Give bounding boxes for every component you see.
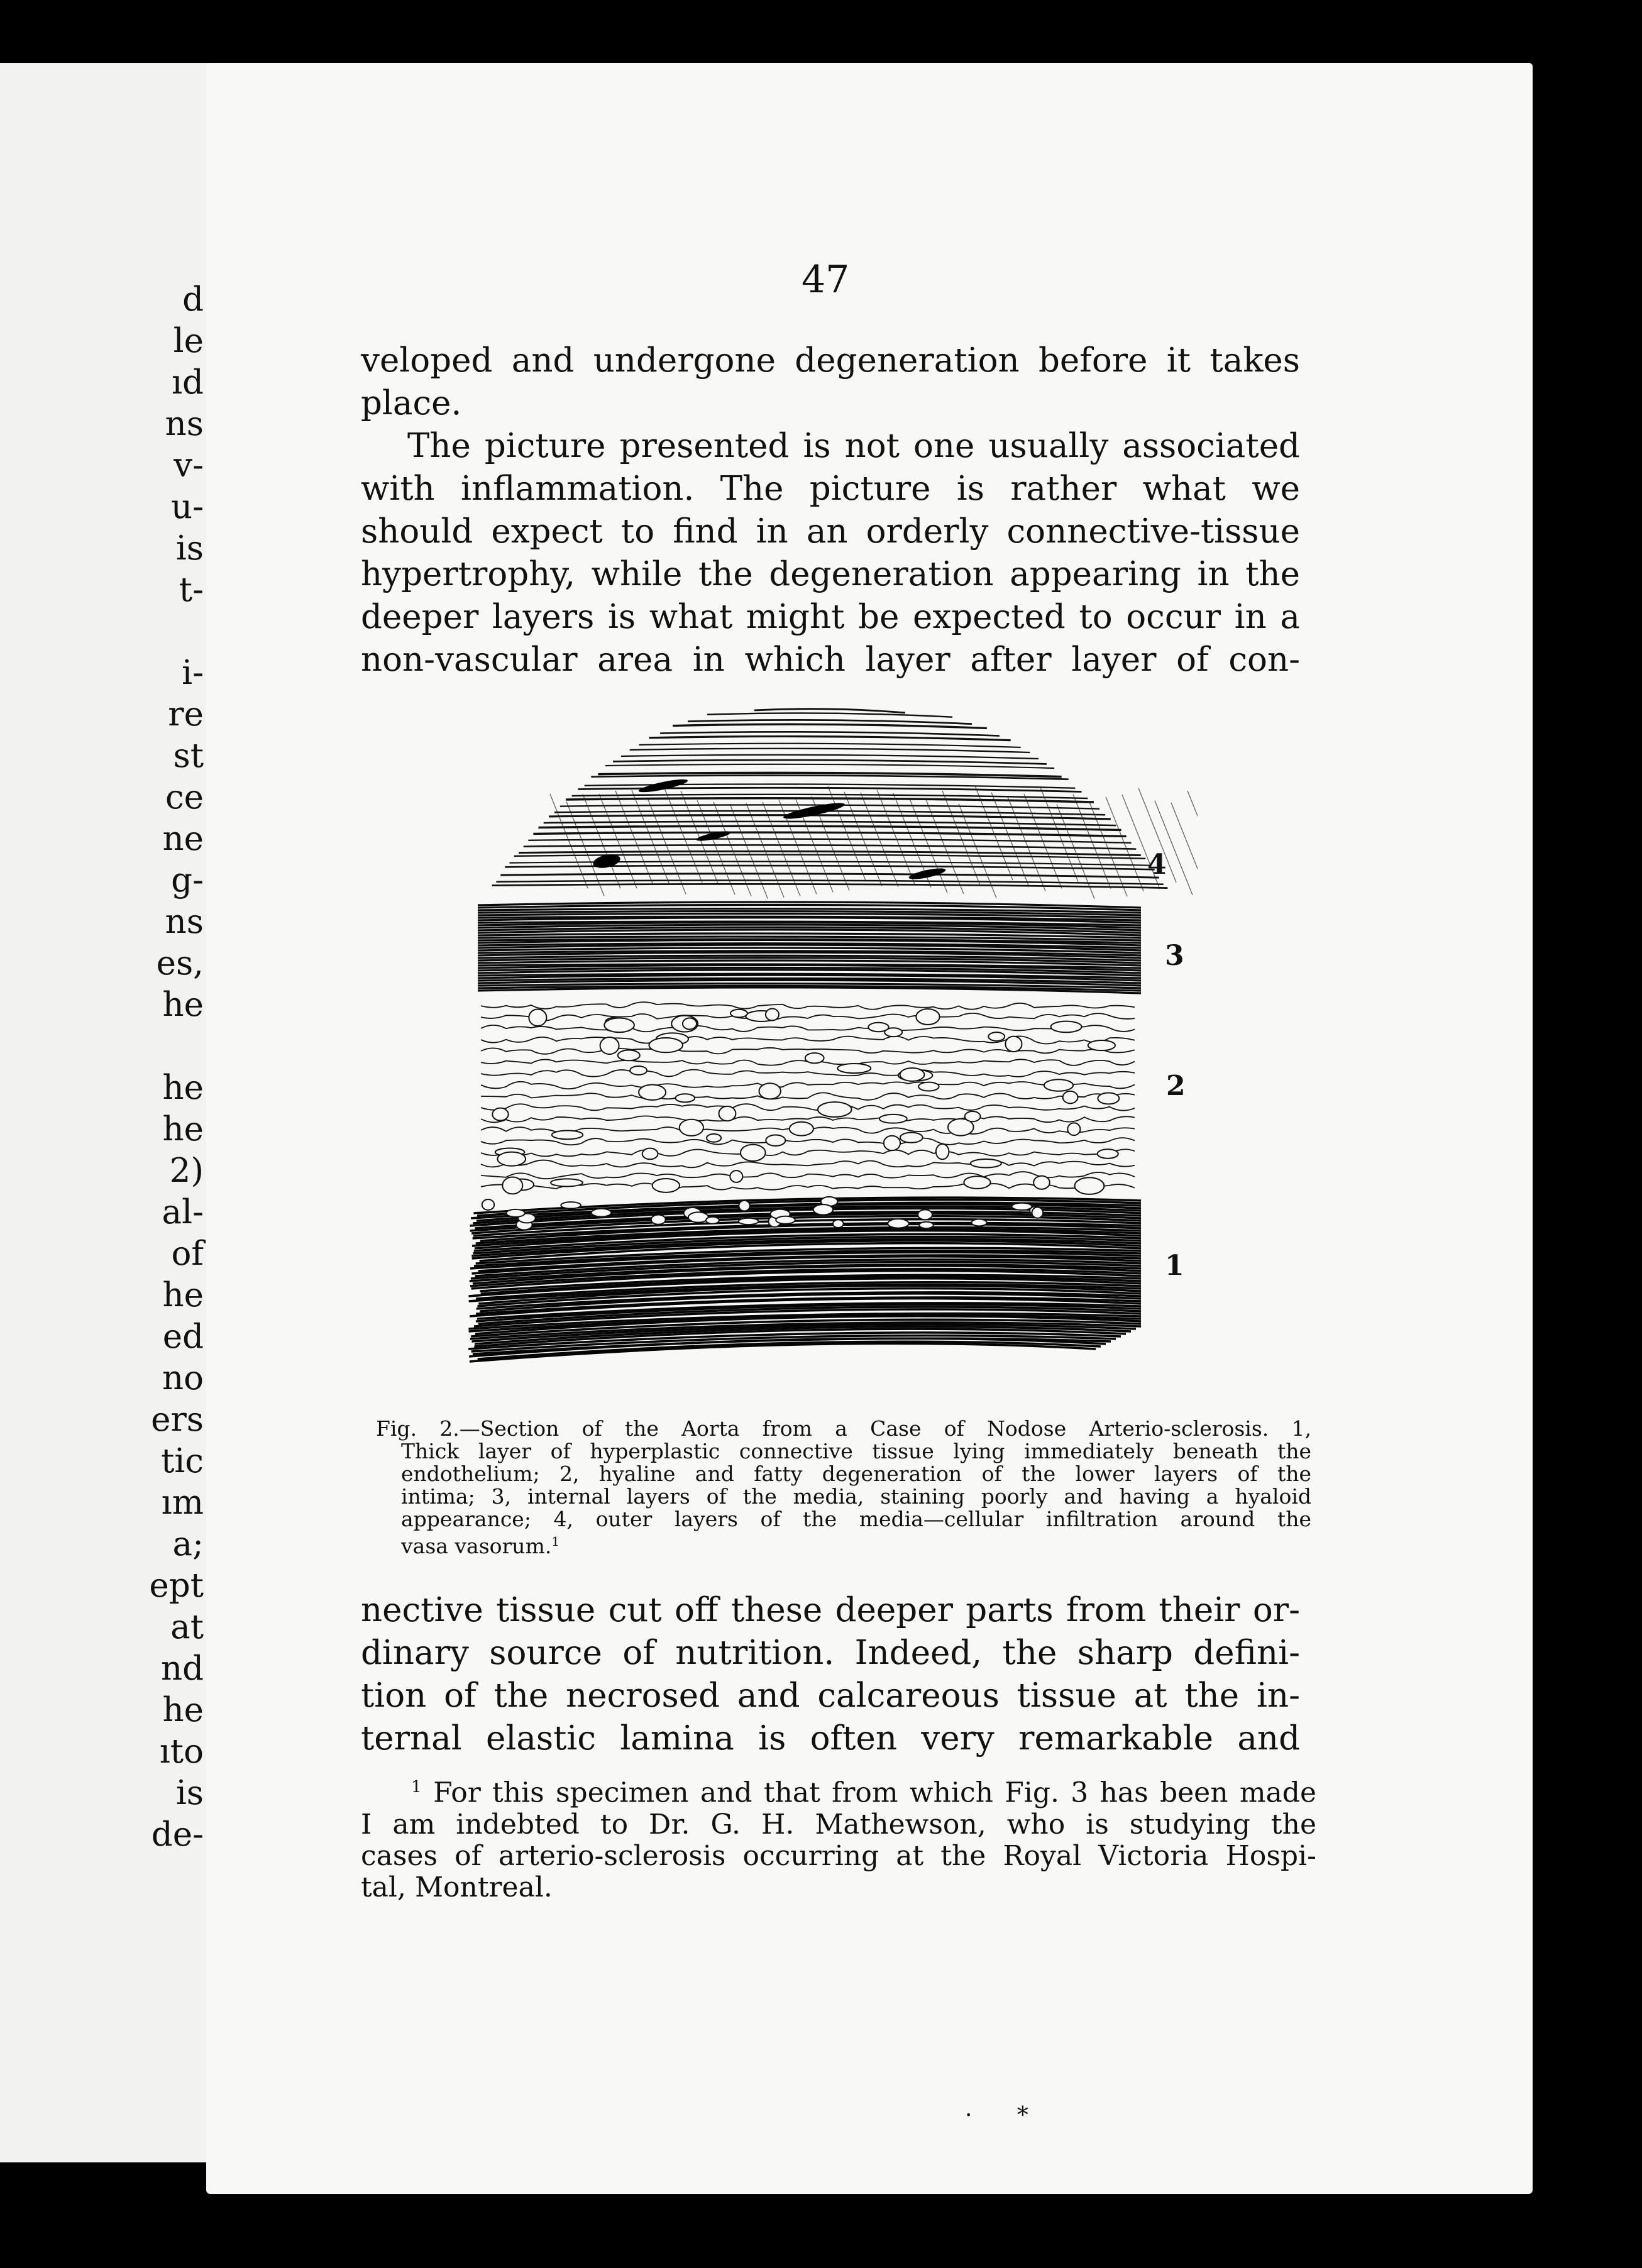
left-page-fragment: le [173, 322, 204, 360]
caption-line-last [376, 1531, 1311, 1558]
footnote-line: For this specimen and that from which Fig. 3 has been made [433, 1776, 1316, 1809]
cell-oval [604, 1018, 634, 1032]
cell-oval [818, 1102, 852, 1117]
cell-oval [506, 1209, 524, 1217]
text-line: hypertrophy, while the degeneration appearing in the [361, 555, 1300, 593]
cell-oval [1032, 1207, 1044, 1218]
cell-oval [639, 1084, 666, 1099]
caption-line: Thick layer of hyperplastic connective tissue lying immediately beneath the [401, 1439, 1311, 1463]
cell-oval [680, 1120, 703, 1136]
hatch-line [630, 749, 1030, 752]
cell-oval [837, 1064, 871, 1073]
figure-caption [376, 1418, 1311, 1558]
cell-oval [592, 1209, 612, 1217]
left-page-fragment: v- [174, 446, 204, 485]
footnote-line: tal, Montreal. [361, 1871, 553, 1903]
cell-oval [988, 1032, 1005, 1041]
cell-oval [739, 1201, 750, 1211]
left-page-fragment: ept [149, 1566, 204, 1605]
left-page-fragment: ıto [159, 1732, 204, 1771]
left-page-fragment: no [162, 1359, 204, 1397]
left-page-fragment: ıd [172, 363, 204, 402]
hatch-line [549, 815, 1111, 819]
footnote-line: cases of arterio-sclerosis occurring at the Royal Victoria Hospi- [361, 1839, 1316, 1872]
left-page-fragment: t- [179, 571, 204, 609]
wavy-fibre-line [481, 1013, 1135, 1021]
cross-hatch-line [959, 804, 996, 898]
left-page-fragment: 2) [169, 1152, 204, 1190]
left-page-fragment: he [162, 1691, 204, 1729]
cell-oval [971, 1219, 986, 1226]
cell-oval [730, 1170, 742, 1182]
page-number: 47 [802, 258, 850, 302]
cell-oval [551, 1179, 583, 1186]
aorta-section-illustration [462, 698, 1198, 1377]
cell-oval [688, 1212, 708, 1222]
cell-oval [1051, 1021, 1082, 1033]
text-line: dinary source of nutrition. Indeed, the sharp defini- [361, 1634, 1300, 1672]
left-page-fragment: re [168, 695, 204, 734]
cell-oval [1098, 1149, 1118, 1159]
cell-oval [879, 1115, 907, 1123]
wavy-fibre-line [481, 1138, 1135, 1145]
cell-oval [888, 1219, 908, 1228]
cell-oval [653, 1179, 680, 1192]
cell-oval [502, 1177, 522, 1194]
cell-oval [651, 1215, 666, 1225]
left-page-edge [0, 63, 215, 2162]
cell-oval [813, 1204, 833, 1214]
hatch-line [605, 764, 1054, 768]
footnote-marker: 1 [411, 1777, 422, 1797]
left-page-fragment: is [175, 1774, 204, 1812]
cell-oval [1005, 1037, 1022, 1052]
left-page-fragment: al- [162, 1193, 204, 1231]
left-page-fragment: he [162, 1069, 204, 1107]
aorta-section-drawing [468, 709, 1198, 1362]
cell-oval [971, 1159, 1001, 1167]
cell-oval [1033, 1176, 1050, 1189]
layer-label-1: 1 [1165, 1250, 1184, 1282]
cell-oval [766, 1008, 779, 1020]
footnote-line: I am indebted to Dr. G. H. Mathewson, who is studying the [361, 1808, 1316, 1841]
wavy-fibre-line [481, 1036, 1135, 1043]
left-page-fragment: ım [161, 1484, 204, 1522]
left-page-fragment: i- [182, 654, 204, 692]
cell-oval [630, 1066, 647, 1075]
wavy-fibre-line [481, 1070, 1135, 1077]
cross-hatch-line [942, 791, 980, 885]
cell-oval [776, 1216, 795, 1224]
cell-oval [492, 1108, 508, 1121]
left-page-fragment: he [162, 1276, 204, 1314]
left-page-fragment: he [162, 986, 204, 1024]
cross-hatch-line [664, 788, 702, 883]
wavy-fibre-line [481, 1160, 1135, 1168]
cell-oval [919, 1222, 934, 1228]
cell-oval [868, 1023, 888, 1032]
cell-oval [706, 1217, 719, 1224]
footnote-line-first [361, 1771, 1316, 1809]
wavy-fibre-line [481, 1104, 1135, 1110]
cross-hatch-line [1008, 797, 1045, 891]
cell-oval [918, 1082, 939, 1091]
caption-line: vasa vasorum. [401, 1534, 552, 1558]
left-page-fragment: ers [151, 1401, 204, 1439]
hatch-line [613, 760, 1047, 764]
caption-line: endothelium; 2, hyaline and fatty degeneration of the lower layers of the [401, 1462, 1311, 1486]
left-page-fragment: of [171, 1235, 204, 1273]
left-page-fragment: es, [156, 944, 204, 983]
text-line: should expect to find in an orderly connective-tissue [361, 512, 1300, 551]
left-page-fragment: at [170, 1608, 204, 1646]
hatch-line [524, 845, 1137, 849]
cell-oval [719, 1106, 736, 1121]
text-line: The picture presented is not one usually associated [407, 427, 1300, 465]
cell-oval [675, 1094, 695, 1102]
text-line: deeper layers is what might be expected to occur in a [361, 598, 1300, 636]
hatch-line [673, 724, 987, 728]
text-line: nective tissue cut off these deeper parts from their or- [361, 1591, 1300, 1629]
text-line: tion of the necrosed and calcareous tissue at the in- [361, 1676, 1300, 1715]
cell-oval [759, 1083, 781, 1099]
cell-oval [707, 1134, 721, 1142]
cell-oval [1067, 1123, 1080, 1135]
cell-oval [936, 1144, 949, 1159]
cell-oval [739, 1218, 759, 1225]
cell-oval [805, 1053, 824, 1063]
caption-line: Fig. 2.—Section of the Aorta from a Case of Nodose Arterio-sclerosis. 1, [376, 1416, 1311, 1441]
cross-hatch-line [1155, 801, 1193, 895]
left-page-fragment: ne [162, 820, 204, 858]
cell-oval [833, 1219, 844, 1228]
cell-oval [529, 1009, 546, 1026]
caption-line: intima; 3, internal layers of the media, staining poorly and having a hyaloid [401, 1484, 1311, 1509]
cell-oval [1012, 1203, 1032, 1210]
hatch-line [500, 874, 1159, 878]
wavy-fibre-line [481, 1082, 1135, 1089]
cell-oval [730, 1010, 747, 1018]
printer-marks: · * [965, 2103, 1047, 2128]
wavy-fibre-line [481, 1025, 1135, 1032]
left-page-fragment: is [175, 529, 204, 568]
text-line: place. [361, 384, 462, 422]
cell-oval [1075, 1177, 1105, 1194]
left-page-fragment: st [173, 737, 204, 775]
cell-oval [766, 1135, 785, 1146]
footnote-reference: 1 [551, 1534, 559, 1549]
cell-oval [965, 1111, 981, 1121]
cell-oval [618, 1050, 640, 1061]
wavy-fibre-line [481, 1002, 1135, 1010]
layer-label-2: 2 [1166, 1070, 1186, 1102]
footnote [361, 1771, 1316, 1903]
paragraph-top [361, 339, 1300, 681]
hatch-line [566, 798, 1094, 802]
text-line: with inflammation. The picture is rather what we [361, 470, 1300, 508]
text-line: ternal elastic lamina is often very remarkable and [361, 1719, 1300, 1758]
cell-oval [1098, 1093, 1119, 1104]
left-page-fragment: g- [171, 861, 204, 900]
cell-oval [683, 1018, 697, 1029]
left-page-fragment: ed [162, 1318, 204, 1356]
left-page-fragment: de- [151, 1815, 204, 1854]
cell-oval [918, 1209, 932, 1219]
caption-line: appearance; 4, outer layers of the media—cellular infiltration around the [401, 1507, 1311, 1531]
layer-label-3: 3 [1165, 940, 1184, 972]
left-page-fragment: nd [160, 1649, 204, 1688]
layer-label-4: 4 [1147, 849, 1167, 881]
hatch-line [639, 744, 1020, 747]
wavy-fibre-line [481, 1149, 1135, 1156]
hatch-line [649, 736, 1010, 740]
cell-oval [600, 1037, 619, 1054]
cell-oval [964, 1176, 990, 1189]
left-page-fragment: ns [165, 903, 204, 941]
cell-oval [552, 1131, 583, 1140]
cell-oval [1088, 1040, 1115, 1050]
hatch-line [621, 755, 1039, 759]
cell-oval [900, 1068, 925, 1081]
cross-hatch-line [1187, 791, 1198, 885]
cell-oval [1044, 1079, 1073, 1091]
cell-oval [916, 1009, 939, 1025]
left-page-fragment: ns [165, 405, 204, 443]
left-page-fragment: ce [165, 778, 204, 817]
cross-hatch-line [1171, 803, 1198, 897]
cell-oval [649, 1038, 683, 1052]
wavy-fibre-line [481, 1116, 1135, 1122]
hatch-line [688, 720, 972, 724]
left-page-fragment: u- [170, 488, 204, 526]
cell-oval [497, 1152, 526, 1166]
hatch-line [707, 713, 952, 717]
left-page-fragment: tic [161, 1442, 204, 1480]
left-page-fragment: he [162, 1110, 204, 1148]
wavy-fibre-line [481, 1093, 1135, 1100]
hatch-line [754, 709, 905, 713]
hatch-line [533, 832, 1126, 836]
cell-oval [900, 1133, 923, 1143]
cell-oval [1063, 1091, 1078, 1103]
cell-oval [642, 1148, 658, 1160]
cell-oval [741, 1145, 766, 1161]
cell-oval [884, 1136, 900, 1150]
left-page-fragment: d [182, 280, 204, 319]
cell-oval [561, 1202, 581, 1208]
cell-oval [790, 1122, 813, 1136]
wavy-fibre-line [481, 1048, 1135, 1054]
cross-hatch-line [632, 790, 669, 884]
text-line: non-vascular area in which layer after layer of con- [361, 641, 1300, 679]
paragraph-bottom [361, 1589, 1300, 1760]
cross-hatch-line [877, 790, 915, 884]
hatch-line [538, 826, 1121, 830]
text-line: veloped and undergone degeneration before it takes [361, 341, 1300, 380]
hatch-line [660, 732, 1000, 735]
cell-oval [482, 1199, 495, 1210]
left-page-fragment: a; [172, 1525, 204, 1563]
